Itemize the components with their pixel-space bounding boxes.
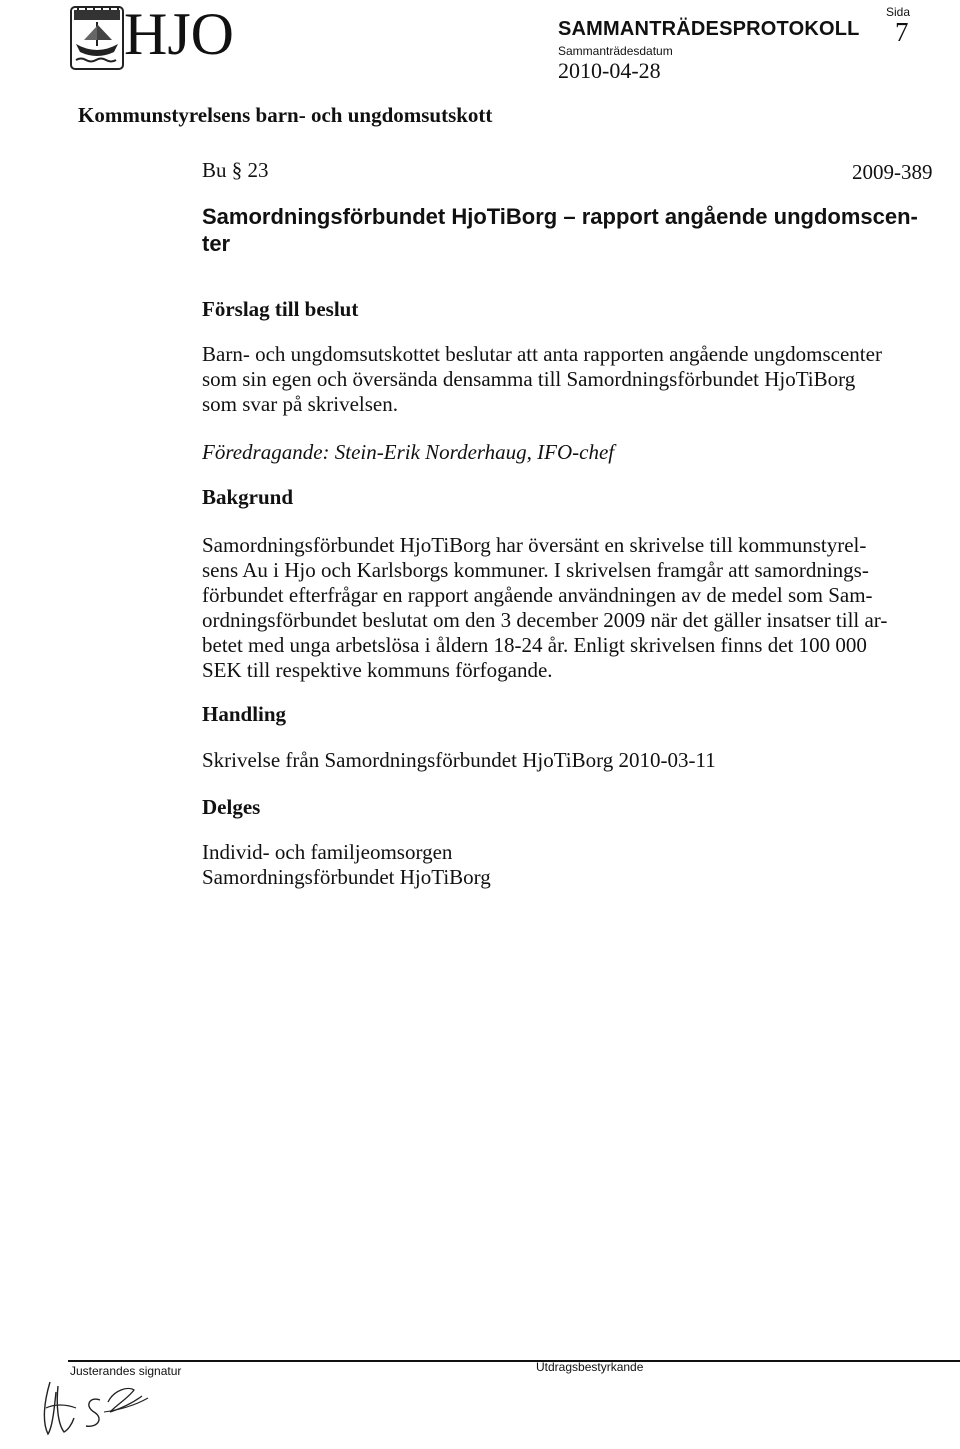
distribution-recipient: Samordningsförbundet HjoTiBorg bbox=[202, 865, 491, 889]
meeting-date-label: Sammanträdesdatum bbox=[558, 44, 673, 58]
background-line: förbundet efterfrågar en rapport angående användningen av de medel som Sam- bbox=[202, 583, 873, 607]
case-number: 2009-389 bbox=[852, 160, 933, 184]
page-number: 7 bbox=[895, 17, 909, 47]
footer-divider bbox=[68, 1360, 960, 1362]
action-heading: Handling bbox=[202, 702, 287, 726]
background-line: ordningsförbundet beslutat om den 3 december 2009 när det gäller insatser till ar- bbox=[202, 608, 888, 632]
background-line: sens Au i Hjo och Karlsborgs kommuner. I skrivelsen framgår att samordnings- bbox=[202, 558, 869, 582]
background-text bbox=[202, 533, 922, 683]
action-text: Skrivelse från Samordningsförbundet HjoTiBorg 2010-03-11 bbox=[202, 748, 716, 772]
item-title bbox=[202, 203, 922, 257]
distribution-list bbox=[202, 840, 922, 890]
item-title-line: ter bbox=[202, 231, 231, 256]
adjuster-signature-label: Justerandes signatur bbox=[70, 1364, 182, 1378]
document-type: SAMMANTRÄDESPROTOKOLL bbox=[558, 18, 860, 40]
background-line: SEK till respektive kommuns förfogande. bbox=[202, 658, 553, 682]
background-line: betet med unga arbetslösa i åldern 18-24 år. Enligt skrivelsen finns det 100 000 bbox=[202, 633, 867, 657]
distribution-heading: Delges bbox=[202, 795, 261, 819]
extract-certification-label: Utdragsbestyrkande bbox=[536, 1360, 644, 1374]
background-heading: Bakgrund bbox=[202, 485, 294, 509]
handwritten-signature bbox=[38, 1372, 158, 1438]
committee-name: Kommunstyrelsens barn- och ungdomsutskott bbox=[78, 103, 493, 127]
proposal-line: Barn- och ungdomsutskottet beslutar att anta rapporten angående ungdomscenter bbox=[202, 342, 882, 366]
meeting-date: 2010-04-28 bbox=[558, 58, 661, 83]
proposal-line: som sin egen och översända densamma till Samordningsförbundet HjoTiBorg bbox=[202, 367, 856, 391]
proposal-line: som svar på skrivelsen. bbox=[202, 392, 398, 416]
item-title-line: Samordningsförbundet HjoTiBorg – rapport angående ungdomscen- bbox=[202, 204, 918, 229]
distribution-recipient: Individ- och familjeomsorgen bbox=[202, 840, 453, 864]
municipality-logo-text: HJO bbox=[124, 1, 235, 67]
background-line: Samordningsförbundet HjoTiBorg har översänt en skrivelse till kommunstyrel- bbox=[202, 533, 867, 557]
presenter: Föredragande: Stein-Erik Norderhaug, IFO-chef bbox=[202, 440, 615, 464]
page-label: Sida bbox=[886, 5, 911, 19]
municipal-crest-icon bbox=[70, 6, 124, 70]
proposal-heading: Förslag till beslut bbox=[202, 297, 359, 321]
proposal-text bbox=[202, 342, 922, 417]
paragraph-number: Bu § 23 bbox=[202, 158, 269, 182]
